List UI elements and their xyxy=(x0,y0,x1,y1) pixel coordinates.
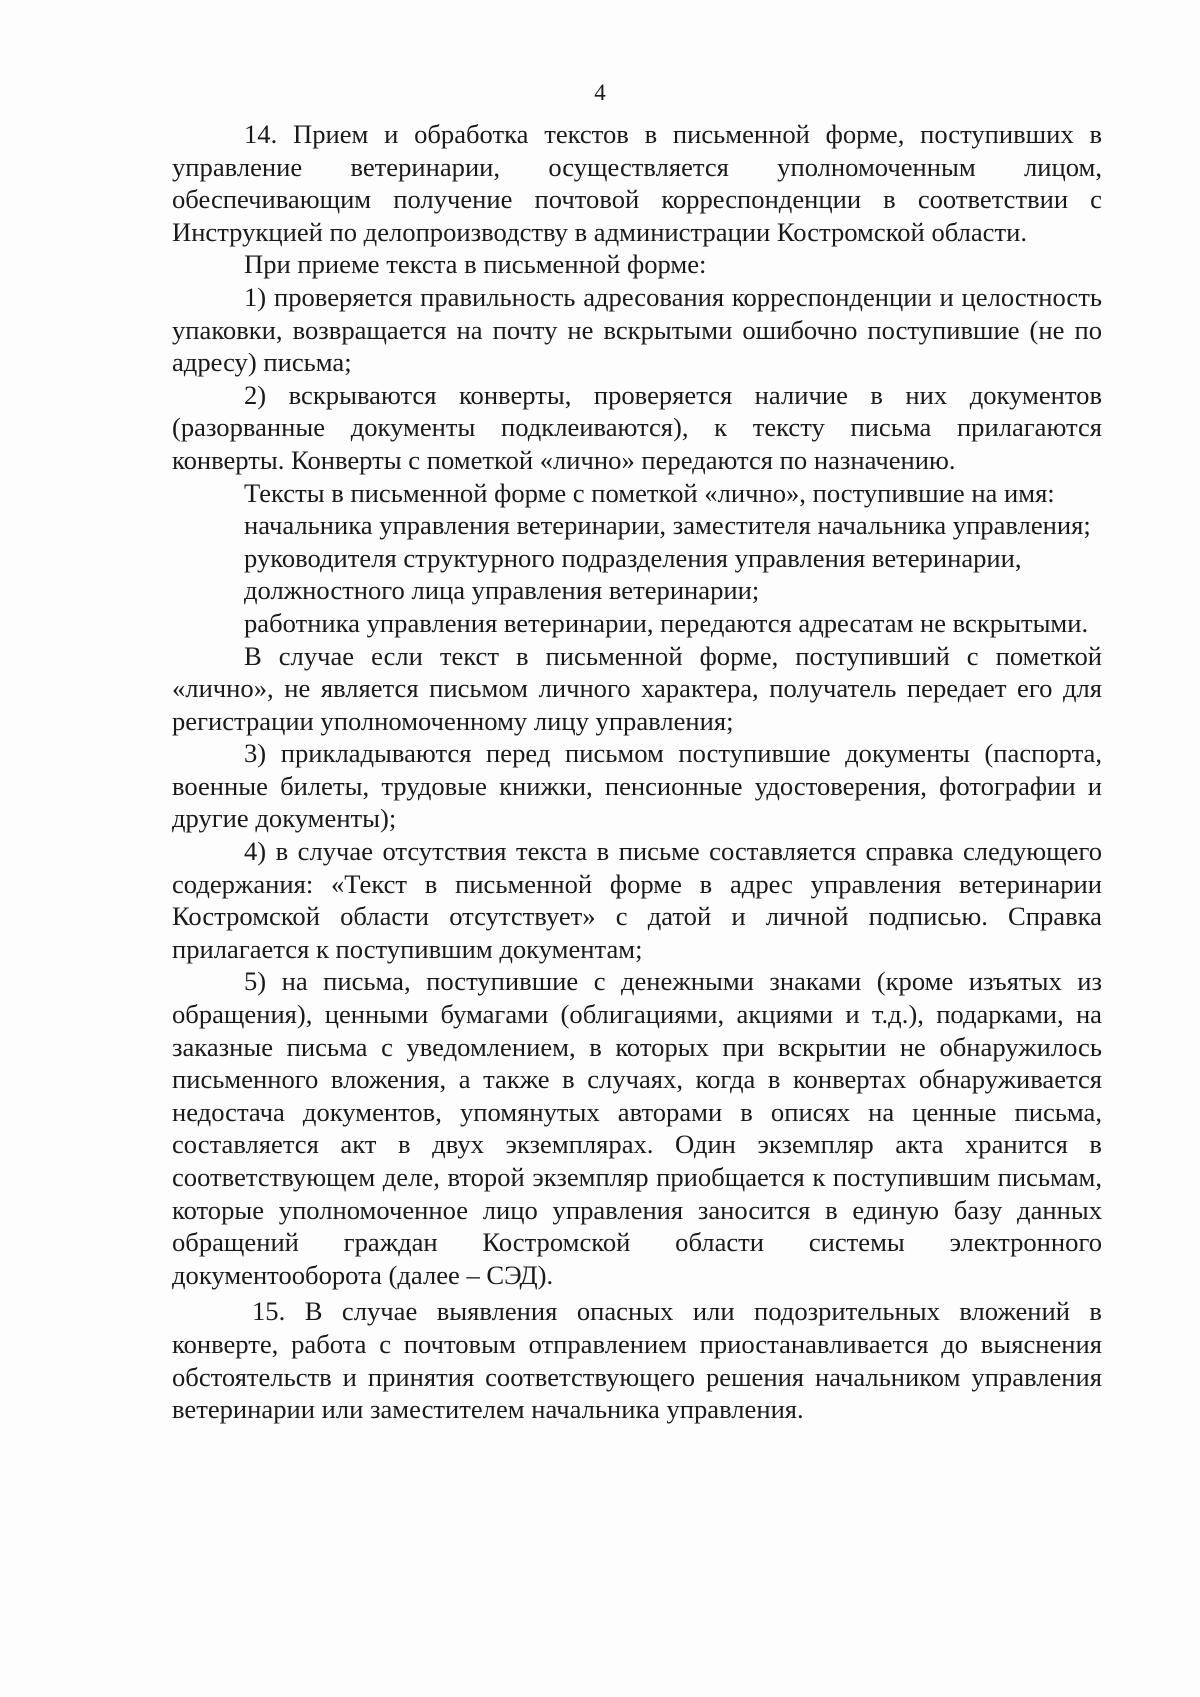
paragraph-intake-intro: При приеме текста в письменной форме: xyxy=(244,249,707,280)
paragraph-recipient-head: начальника управления ветеринарии, заместителя начальника управления; xyxy=(244,510,1091,541)
paragraph-item-2: 2) вскрываются конверты, проверяется наличие в них документов (разорванные документы подклеиваются), к тексту письма прилагаются конверты. Конверты с пометкой «лично» передаются по назначению. xyxy=(172,379,1102,475)
paragraph-item-5: 5) на письма, поступившие с денежными знаками (кроме изъятых из обращения), ценными бумагами (облигациями, акциями и т.д.), подарками, на заказные письма с уведомлением, в которых при вскрытии не обнаружилось письменного вложения, а также в случаях, когда в конвертах обнаруживается недостача документов, упомянутых авторами в описях на ценные письма, составляется акт в двух экземплярах. Один экземпляр акта хранится в соответствующем деле, второй экземпляр приобщается к поступившим письмам, которые уполномоченное лицо управления заносится в единую базу данных обращений граждан Костромской области системы электронного документооборота (далее – СЭД). xyxy=(172,966,1102,1290)
paragraph-non-personal: В случае если текст в письменной форме, поступивший с пометкой «лично», не является письмом личного характера, получатель передает его для регистрации уполномоченному лицу управления; xyxy=(172,640,1102,736)
paragraph-recipient-employee: работника управления ветеринарии, передаются адресатам не вскрытыми. xyxy=(244,607,1089,638)
paragraph-recipient-official: должностного лица управления ветеринарии; xyxy=(244,575,760,606)
paragraph-item-1: 1) проверяется правильность адресования корреспонденции и целостность упаковки, возвращается на почту не вскрытыми ошибочно поступившие (не по адресу) письма; xyxy=(172,281,1102,378)
paragraph-personal-texts: Тексты в письменной форме с пометкой «лично», поступившие на имя: xyxy=(244,477,1055,508)
paragraph-14: 14. Прием и обработка текстов в письменной форме, поступивших в управление ветеринарии, осуществляется уполномоченным лицом, обеспечивающим получение почтовой корреспонденции в соответствии с Инструкцией по делопроизводству в администрации Костромской области. xyxy=(172,119,1102,247)
document-body xyxy=(172,118,1102,1426)
paragraph-item-4: 4) в случае отсутствия текста в письме составляется справка следующего содержания: «Текст в письменной форме в адрес управления ветеринарии Костромской области отсутствует» с датой и личной подписью. Справка прилагается к поступившим документам; xyxy=(172,836,1102,964)
paragraph-recipient-unit-head: руководителя структурного подразделения управления ветеринарии, xyxy=(244,542,1022,573)
paragraph-item-3: 3) прикладываются перед письмом поступившие документы (паспорта, военные билеты, трудовые книжки, пенсионные удостоверения, фотографии и другие документы); xyxy=(172,738,1102,834)
paragraph-15: 15. В случае выявления опасных или подозрительных вложений в конверте, работа с почтовым отправлением приостанавливается до выяснения обстоятельств и принятия соответствующего решения начальником управления ветеринарии или заместителем начальника управления. xyxy=(172,1296,1102,1425)
page-number: 4 xyxy=(594,80,606,105)
